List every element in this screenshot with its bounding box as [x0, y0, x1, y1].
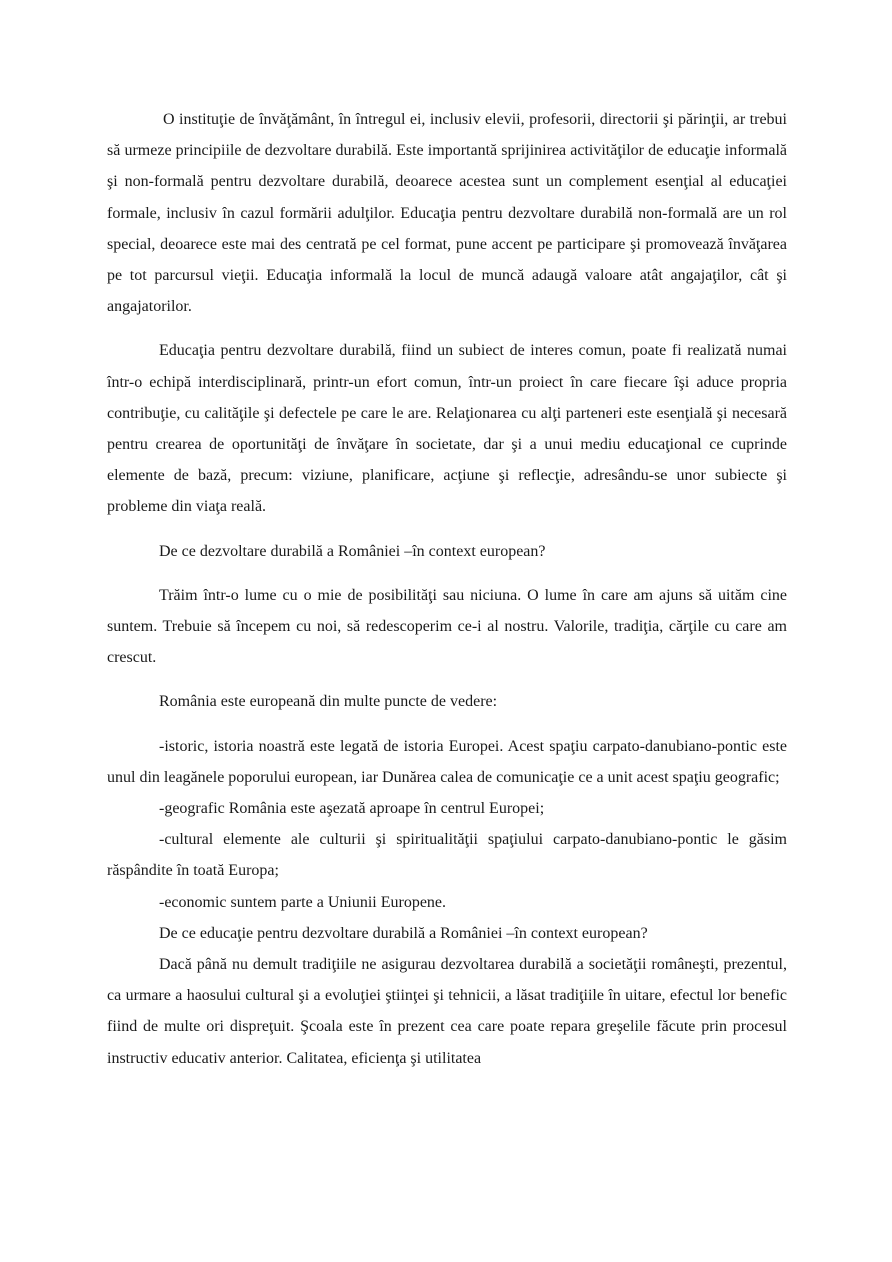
- paragraph-traditions: Dacă până nu demult tradiţiile ne asigurau dezvoltarea durabilă a societăţii româneşti, prezentul, ca urmare a haosului cultural şi a evoluţiei ştiinţei şi tehnicii, a lăsat tradiţiile în uitare, efectul lor benefic fiind de multe ori dispreţuit. Şcoala este în prezent cea care poate repara greşelile făcute prin procesul instructiv educativ anterior. Calitatea, eficienţa şi utilitatea: [107, 956, 787, 1067]
- paragraph-question-education: De ce educaţie pentru dezvoltare durabilă a României –în context european?: [159, 924, 648, 942]
- list-item-geographic: -geografic România este aşezată aproape în centrul Europei;: [159, 800, 545, 818]
- paragraph-question-development: De ce dezvoltare durabilă a României –în context european?: [159, 542, 546, 560]
- paragraph-institution: O instituţie de învăţământ, în întregul ei, inclusiv elevii, profesorii, directorii şi părinţii, ar trebui să urmeze principiile de dezvoltare durabilă. Este importantă sprijinirea activităţilor de educaţie informală şi non-formală pentru dezvoltare durabilă, deoarece acestea sunt un complement esenţial al educaţiei formale, inclusiv în cazul formării adulţilor. Educaţia pentru dezvoltare durabilă non-formală are un rol special, deoarece este mai des centrată pe cel format, pune accent pe participare şi promovează învăţarea pe tot parcursul vieţii. Educaţia informală la locul de muncă adaugă valoare atât angajaţilor, cât şi angajatorilor.: [107, 111, 787, 316]
- list-item-economic: -economic suntem parte a Uniunii Europene.: [159, 893, 447, 911]
- paragraph-possibilities: Trăim într-o lume cu o mie de posibilităţi sau niciuna. O lume în care am ajuns să uităm cine suntem. Trebuie să începem cu noi, să redescoperim ce-i al nostru. Valorile, tradiţia, cărţile cu care am crescut.: [107, 586, 787, 667]
- list-item-cultural: -cultural elemente ale culturii şi spiritualităţii spaţiului carpato-danubiano-pontic le găsim răspândite în toată Europa;: [107, 831, 787, 880]
- paragraph-romania-european: România este europeană din multe puncte de vedere:: [159, 693, 498, 711]
- list-item-historic: -istoric, istoria noastră este legată de istoria Europei. Acest spaţiu carpato-danubiano-pontic este unul din leagănele poporului european, iar Dunărea calea de comunicaţie ce a unit acest spaţiu geografic;: [107, 737, 787, 786]
- paragraph-interdisciplinary: Educaţia pentru dezvoltare durabilă, fiind un subiect de interes comun, poate fi realizată numai într-o echipă interdisciplinară, printr-un efort comun, într-un proiect în care fiecare îşi aduce propria contribuţie, cu calităţile şi defectele pe care le are. Relaţionarea cu alţi parteneri este esenţială şi necesară pentru crearea de oportunităţi de învăţare în societate, dar şi a unui mediu educaţional ce cuprinde elemente de bază, precum: viziune, planificare, acţiune şi reflecţie, adresându-se unor subiecte şi probleme din viaţa reală.: [107, 342, 787, 516]
